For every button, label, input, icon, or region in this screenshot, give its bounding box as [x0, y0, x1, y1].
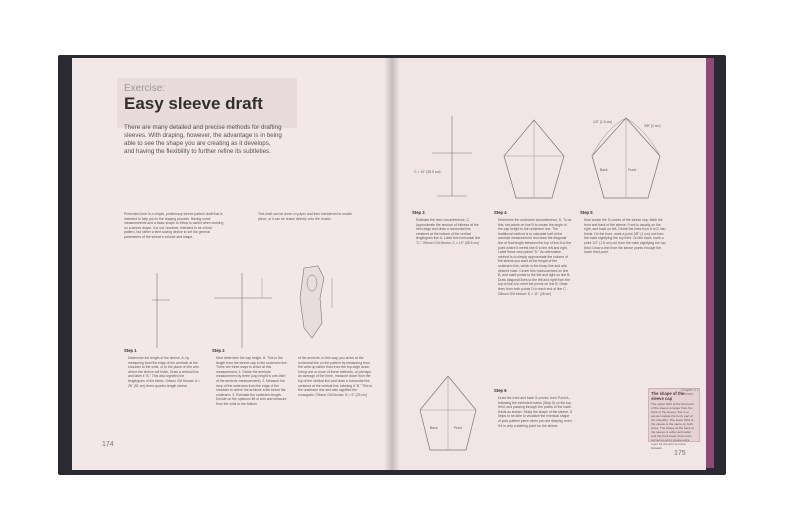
measure-label-1: 1/2" (1.5 cm) — [593, 120, 613, 124]
c-measurement-label: C = 14" (35.5 cm) — [414, 170, 441, 174]
step-2-heading: Step 2 — [212, 348, 225, 353]
left-page — [72, 58, 392, 470]
measure-label-2: 3/8" (1 cm) — [644, 124, 661, 128]
step-4-heading: Step 4 — [494, 210, 507, 215]
chapter-tab: Chapter 3.2 Sleeves — [681, 388, 699, 396]
book-gutter — [384, 58, 400, 470]
step-1-heading: Step 1 — [124, 348, 137, 353]
front-label: Front — [628, 168, 636, 172]
step-1-text: Determine the length of the sleeve, A, by measuring from the edge of the armhole at the shoulder to the wrist, or to the place on the arm where the sleeve will finish. Draw a vertical line and label it "A." This also signifies the lengthgrain of the fabric. Gibson Girl blouse: A = 26" (51 cm) three-quarter-length sleeve — [128, 356, 200, 388]
back-label-2: Back — [430, 426, 438, 430]
step-3-text: Estimate the hem circumference, C. Approximate the amount of fullness at the hem edge and draw a horizontal line centered at the bottom of the vertical lengthgrain line A. Label this horizontal line "C." Gibson Girl blouse: C = 14" (35.5 cm) — [416, 218, 481, 245]
arm-figure — [300, 266, 324, 338]
page-number-right: 175 — [674, 450, 686, 457]
exercise-label: Exercise: — [124, 83, 166, 94]
body-column-2: This draft can be done on paper and then transferred to muslin piece, or it can be drawn directly onto the muslin. — [258, 212, 353, 221]
page-title: Easy sleeve draft — [124, 94, 263, 113]
page-number-left: 174 — [102, 441, 114, 448]
step-4-text: Determine the underarm circumference, D. To do this, set points on line B to create the angle of the cap height to the underarm line. The traditional method is to calculate half of the armhole measurement and draw the diagonal line of that length between the top of line A to the point where it meets line B to the left and right. Label these new points "D." An alternative method is to simply approximate the volume of the sleeve you want at the height of the underarm line, which is the bicep line and add desired ease. Center this measurement on line B, and mark points to the left and right on line B. Draw diagonal lines to the left and right from the top of line A to meet the points on line B. Draw lines from both points D to each end of line C. Gibson Girl blouse: D = 11" (28 cm) — [498, 218, 572, 296]
step-5-heading: Step 5 — [580, 210, 593, 215]
step-6-text: Draw the front and back S-curves, from Point A, following the extended marks (Step 5) on the top third, and passing through the points of the lower thirds as shown. Study the shape of the sleeve. It helps to be able to visualize the eventual shape of your pattern piece when you are draping, even if it is only a starting point for the sleeve. — [498, 396, 572, 428]
step-2-text: Next determine the cap height, B. This is the length from the sleeve cap to the underarm line. There are three ways to arrive at this measurement: 1. Divide the armhole measurement by three (cap height is one-third of the armhole measurement). 2. Measure the drop of the underarm from the edge of the shoulder to where the armhole ends below the underarm. 3. Estimate the underarm length. Decide on the optimum lift of arm and measure from the wrist to the bottom — [216, 356, 288, 406]
callout-title: The shape of the sleeve cap — [651, 391, 685, 401]
left-diagrams — [72, 58, 392, 470]
back-label: Back — [600, 168, 608, 172]
step-3-heading: Step 3 — [412, 210, 425, 215]
callout-text: The upper third of the front part of the sleeve is larger than the back of the sleeve; this is to accommodate the bony part of the shoulder. The lower third of the sleeve is the same on both sides. The shape at the back of the sleeve is softer and wider and the front lower third more curved so as to create extra room for the arm to move forward. — [651, 402, 694, 450]
step-2-continued-text: of the armhole. In this way, you arrive at the horizontal line on the pattern by measuring from the wrist up rather than from the top edge down. Using one or more of these methods, or perhaps an average of the three, measure down from the top of the vertical line and draw a horizontal line centered at the vertical line, labeling it "B." This is the underarm line and also signifies the crossgrain. Gibson Girl blouse: B = 9" (23 cm) — [298, 356, 372, 397]
body-column-1: Presented here is a simple, preliminary sleeve pattern draft that is intended to help you in the draping process. Having some measurements and a basic shape to follow is useful when working on a sleeve drape. It is not, however, intended to be a final pattern, but rather a time-saving device to set the general parameters of the sleeve's volume and shape. — [124, 212, 224, 239]
intro-text: There are many detailed and precise methods for drafting sleeves. With draping, however, the advantage is in being able to see the shape you are creating as it develops, and having the flexibility to further refine its subtleties. — [124, 124, 282, 155]
step-5-text: Now create the S-curves of the sleeve cap. Mark the front and back of the sleeve. Front is usually on the right, and back on left. Divide the lines from A to D into thirds. On the front, mark a point 3/8" (1 cm) out from the mark signifying the top third. On the back, mark a point 1/2" (1.5 cm) out from the mark signifying the top third. Draw a line from the above points through the lower third point. — [584, 218, 666, 255]
step-6-heading: Step 6 — [494, 388, 507, 393]
right-page — [392, 58, 706, 470]
front-label-2: Front — [454, 426, 462, 430]
